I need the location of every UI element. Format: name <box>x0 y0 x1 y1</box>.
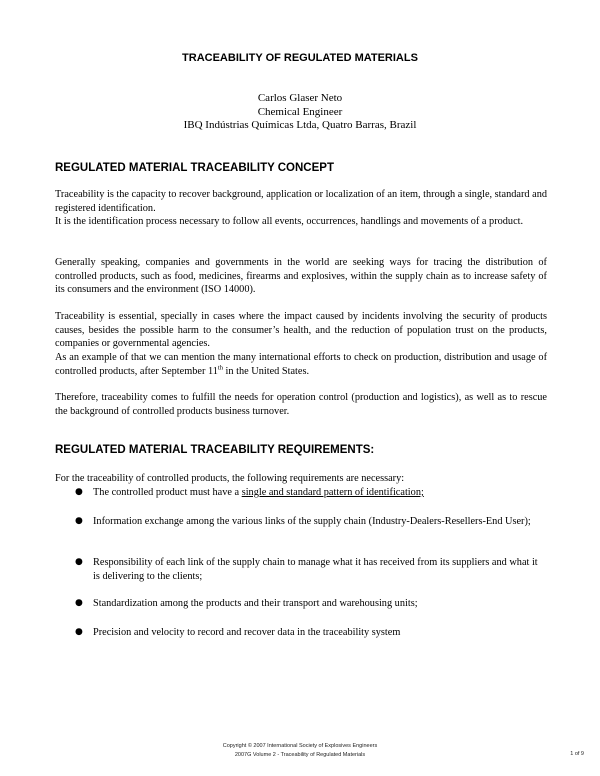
paragraph: Traceability is essential, specially in cases where the impact caused by incidents involving the security of products causes, besides the possible harm to the consumer’s health, and the reduction of population trust on the products, companies or governmental agencies. <box>55 311 547 350</box>
page-number: 1 of 9 <box>570 751 584 757</box>
underlined-text: single and standard pattern of identification; <box>241 487 424 498</box>
footer-copyright: Copyright © 2007 International Society of Explosives Engineers <box>222 743 378 749</box>
page-footer <box>0 742 600 760</box>
paragraph: For the traceability of controlled products, the following requirements are necessary: <box>55 473 405 484</box>
section-heading-requirements: REGULATED MATERIAL TRACEABILITY REQUIREMENTS: <box>55 444 375 456</box>
document-title: TRACEABILITY OF REGULATED MATERIALS <box>182 52 418 64</box>
paragraph-text: As an example of that we can mention the many international efforts to check on production, distribution and usage of controlled products, after September 11 <box>55 352 547 377</box>
paragraph: Therefore, traceability comes to fulfill the needs for operation control (production and logistics), as well as to rescue the background of controlled products business turnover. <box>55 392 547 417</box>
paragraph <box>55 351 547 378</box>
author-name: Carlos Glaser Neto <box>257 92 343 104</box>
footer-volume: 2007G Volume 2 - Traceability of Regulated Materials <box>234 752 366 758</box>
bullet-icon: ● <box>75 516 83 526</box>
section-heading-concept: REGULATED MATERIAL TRACEABILITY CONCEPT <box>55 162 334 174</box>
list-item-text <box>93 486 547 500</box>
superscript: th <box>217 364 223 372</box>
bullet-icon: ● <box>75 487 83 497</box>
bullet-icon: ● <box>75 627 83 637</box>
list-item-text: Standardization among the products and their transport and warehousing units; <box>93 598 418 609</box>
author-block <box>0 92 600 133</box>
list-item-text: Responsibility of each link of the supply chain to manage what it has received from its suppliers and what it is delivering to the clients; <box>93 557 538 582</box>
list-item-text-part: The controlled product must have a <box>93 487 242 498</box>
bullet-icon: ● <box>75 598 83 608</box>
paragraph: It is the identification process necessary to follow all events, occurrences, handlings and movements of a product. <box>55 216 524 227</box>
author-role: Chemical Engineer <box>257 105 343 118</box>
paragraph-text: in the United States. <box>222 365 310 377</box>
paragraph: Traceability is the capacity to recover background, application or localization of an item, through a single, standard and registered identification. <box>55 189 547 214</box>
paragraph: Generally speaking, companies and governments in the world are seeking ways for tracing the distribution of controlled products, such as food, medicines, firearms and explosives, within the supply chain as to increase safety of its consumers and the environment (ISO 14000). <box>55 257 547 296</box>
author-affiliation: IBQ Indústrias Químicas Ltda, Quatro Barras, Brazil <box>183 119 417 131</box>
list-item-text: Precision and velocity to record and recover data in the traceability system <box>93 627 401 638</box>
list-item-text: Information exchange among the various links of the supply chain (Industry-Dealers-Resellers-End User); <box>93 516 531 527</box>
bullet-icon: ● <box>75 557 83 567</box>
